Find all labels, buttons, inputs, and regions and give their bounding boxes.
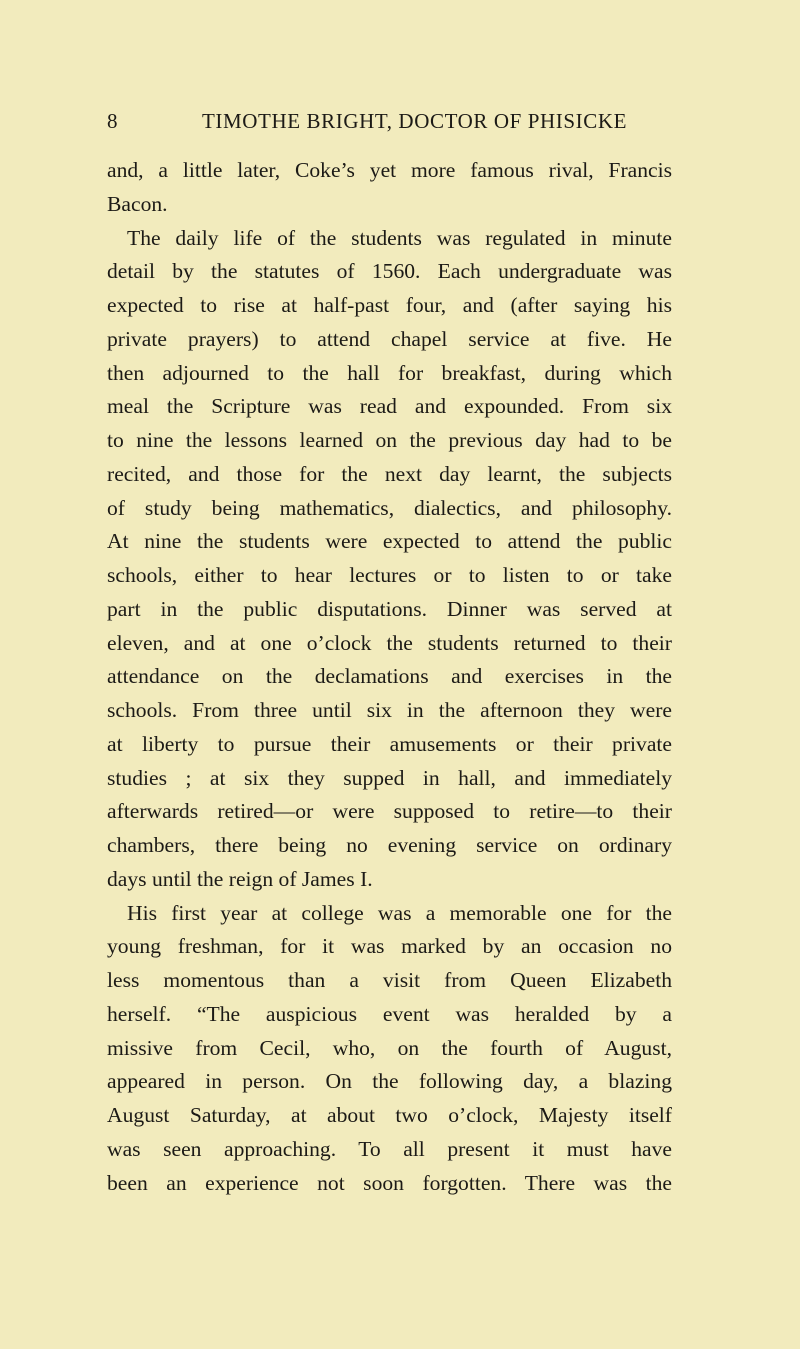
page-number: 8 [107,109,119,133]
text-line: less momentous than a visit from Queen Elizabeth [107,968,672,992]
text-line: detail by the statutes of 1560. Each undergraduate was [107,259,672,284]
text-line: meal the Scripture was read and expounded. From six [107,394,672,419]
text-line: been an experience not soon forgotten. There was the [107,1170,672,1195]
text-line: afterwards retired—or were supposed to retire—to their [107,799,672,824]
text-line: His first year at college was a memorable one for the [127,900,672,925]
text-line: and, a little later, Coke’s yet more famous rival, Francis [107,158,672,182]
running-head [107,104,667,138]
text-line: of study being mathematics, dialectics, and philosophy. [107,495,672,520]
text-line: part in the public disputations. Dinner was served at [107,596,672,621]
text-line: missive from Cecil, who, on the fourth of August, [107,1035,672,1060]
text-line: chambers, there being no evening service on ordinary [107,833,672,857]
text-line: private prayers) to attend chapel service at five. He [107,326,672,351]
text-line: at liberty to pursue their amusements or their private [107,731,672,756]
text-line: was seen approaching. To all present it must have [107,1136,672,1161]
text-line: eleven, and at one o’clock the students returned to their [107,630,672,655]
text-line: schools, either to hear lectures or to listen to or take [107,563,672,587]
text-line: attendance on the declamations and exercises in the [107,664,672,689]
text-line: appeared in person. On the following day, a blazing [107,1069,672,1094]
body-text [107,154,672,1200]
text-line: expected to rise at half-past four, and (after saying his [107,293,672,317]
text-line: Bacon. [107,191,168,216]
text-line: young freshman, for it was marked by an occasion no [107,934,672,959]
text-line: At nine the students were expected to attend the public [107,529,672,554]
text-line: to nine the lessons learned on the previous day had to be [107,428,672,452]
text-line: schools. From three until six in the afternoon they were [107,698,672,722]
text-line: The daily life of the students was regulated in minute [127,225,672,250]
running-title: TIMOTHE BRIGHT, DOCTOR OF PHISICKE [202,109,628,133]
text-line: August Saturday, at about two o’clock, Majesty itself [107,1103,672,1127]
text-line: then adjourned to the hall for breakfast, during which [107,360,672,385]
text-line: herself. “The auspicious event was heralded by a [107,1001,672,1026]
text-line: studies ; at six they supped in hall, and immediately [107,765,672,790]
text-line: recited, and those for the next day learnt, the subjects [107,461,672,486]
text-line: days until the reign of James I. [107,866,373,891]
